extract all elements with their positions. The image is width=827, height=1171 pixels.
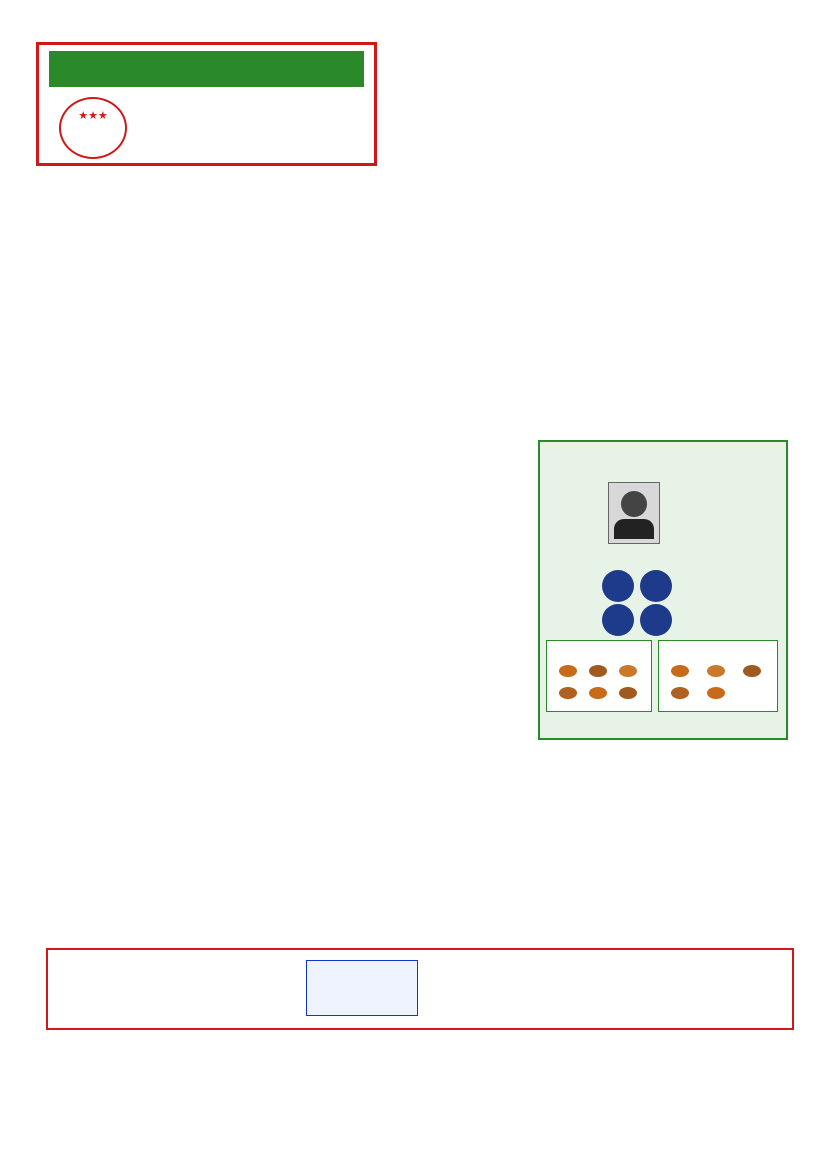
animal-icon <box>671 687 689 699</box>
animal-icon <box>589 665 607 677</box>
animal-icon <box>589 687 607 699</box>
issue-box <box>46 948 794 1030</box>
animal-icon <box>707 687 725 699</box>
header-box <box>36 42 377 166</box>
company-seal <box>59 97 127 159</box>
seal-stars: ★★★ <box>78 109 108 122</box>
zodiac-poem-columns <box>664 510 780 610</box>
notout-zodiac-box <box>658 640 778 712</box>
page-title <box>49 51 364 87</box>
animal-icon <box>559 687 577 699</box>
ball-4 <box>640 604 672 636</box>
zodiac-code-box <box>538 440 788 740</box>
animal-icon <box>619 687 637 699</box>
issue-box-middle <box>306 960 418 1016</box>
animal-icon <box>559 665 577 677</box>
animal-icon <box>671 665 689 677</box>
animal-icon <box>707 665 725 677</box>
animal-icon <box>619 665 637 677</box>
ball-2 <box>640 570 672 602</box>
today-zodiac-box <box>546 640 652 712</box>
ball-3 <box>602 604 634 636</box>
ball-1 <box>602 570 634 602</box>
portrait-image <box>608 482 660 544</box>
animal-icon <box>743 665 761 677</box>
